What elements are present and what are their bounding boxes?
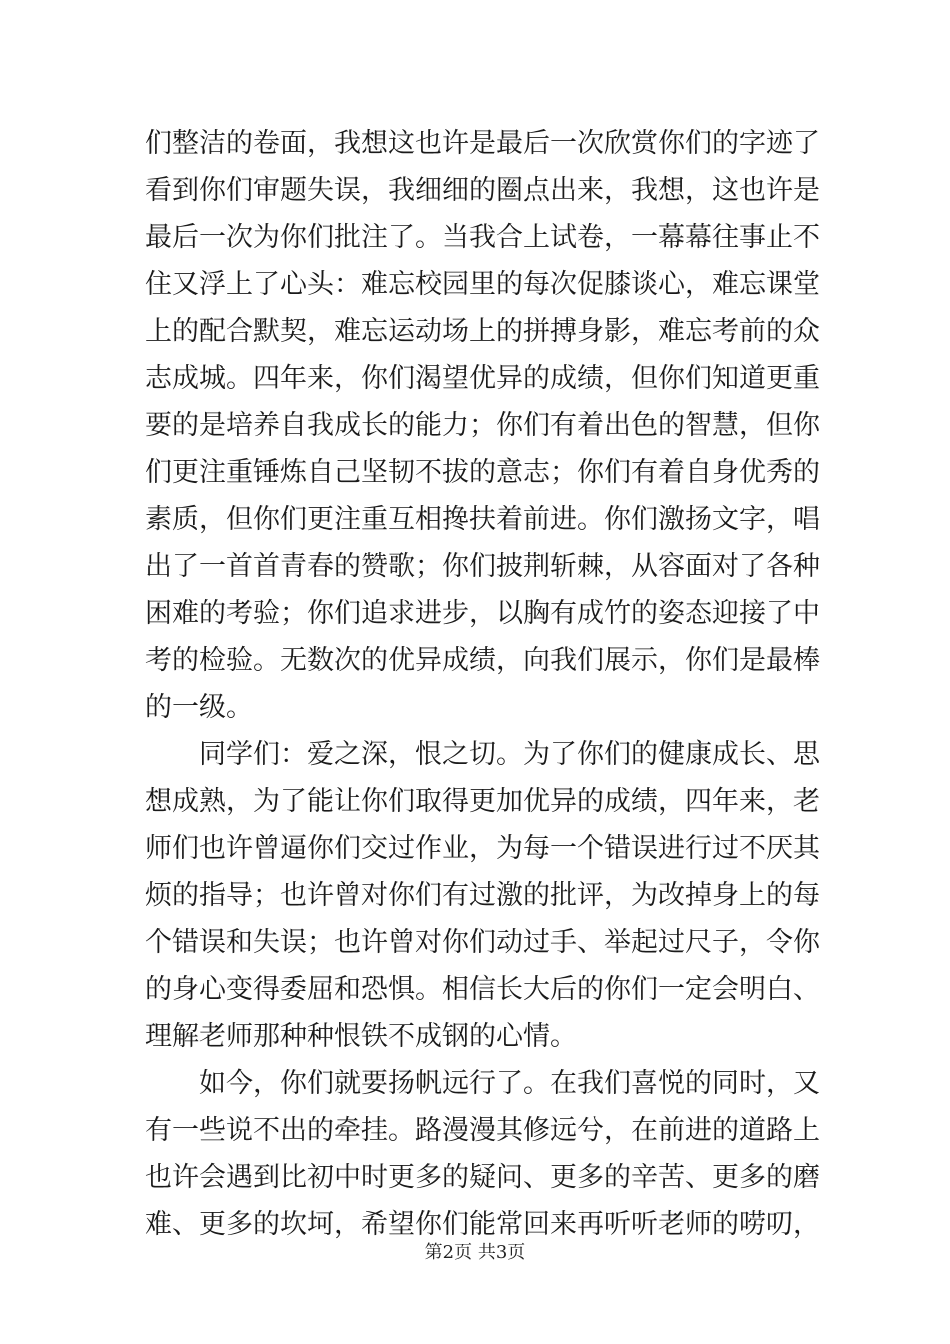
text-line: 想成熟，为了能让你们取得更加优异的成绩，四年来，老 [145,786,820,817]
paragraph-1 [145,120,820,731]
text-line: 的身心变得委屈和恐惧。相信长大后的你们一定会明白、 [145,974,820,1005]
text-line: 最后一次为你们批注了。当我合上试卷，一幕幕往事止不 [145,222,820,253]
text-line: 困难的考验；你们追求进步，以胸有成竹的姿态迎接了中 [145,598,820,629]
text-line: 们整洁的卷面，我想这也许是最后一次欣赏你们的字迹了 [145,128,820,159]
text-line: 同学们：爱之深，恨之切。为了你们的健康成长、思 [199,739,820,770]
text-line: 素质，但你们更注重互相搀扶着前进。你们激扬文字，唱 [145,504,820,535]
document-body [145,120,820,1248]
paragraph-3 [145,1060,820,1248]
text-line: 难、更多的坎坷，希望你们能常回来再听听老师的唠叨， [145,1209,820,1240]
text-line: 们更注重锤炼自己坚韧不拔的意志；你们有着自身优秀的 [145,457,820,488]
text-line: 上的配合默契，难忘运动场上的拼搏身影，难忘考前的众 [145,316,820,347]
text-line: 如今，你们就要扬帆远行了。在我们喜悦的同时，又 [199,1068,820,1099]
text-line: 也许会遇到比初中时更多的疑问、更多的辛苦、更多的磨 [145,1162,820,1193]
text-line: 有一些说不出的牵挂。路漫漫其修远兮，在前进的道路上 [145,1115,820,1146]
paragraph-2 [145,731,820,1060]
text-line: 的一级。 [145,692,253,723]
text-line: 住又浮上了心头：难忘校园里的每次促膝谈心，难忘课堂 [145,269,820,300]
text-line: 考的检验。无数次的优异成绩，向我们展示，你们是最棒 [145,645,820,676]
text-line: 出了一首首青春的赞歌；你们披荆斩棘，从容面对了各种 [145,551,820,582]
text-line: 看到你们审题失误，我细细的圈点出来，我想，这也许是 [145,175,820,206]
text-line: 师们也许曾逼你们交过作业，为每一个错误进行过不厌其 [145,833,820,864]
text-line: 志成城。四年来，你们渴望优异的成绩，但你们知道更重 [145,363,820,394]
text-line: 理解老师那种种恨铁不成钢的心情。 [145,1021,577,1052]
page-number: 第2页 共3页 [424,1242,526,1263]
text-line: 个错误和失误；也许曾对你们动过手、举起过尺子，令你 [145,927,820,958]
text-line: 要的是培养自我成长的能力；你们有着出色的智慧，但你 [145,410,820,441]
text-line: 烦的指导；也许曾对你们有过激的批评，为改掉身上的每 [145,880,820,911]
